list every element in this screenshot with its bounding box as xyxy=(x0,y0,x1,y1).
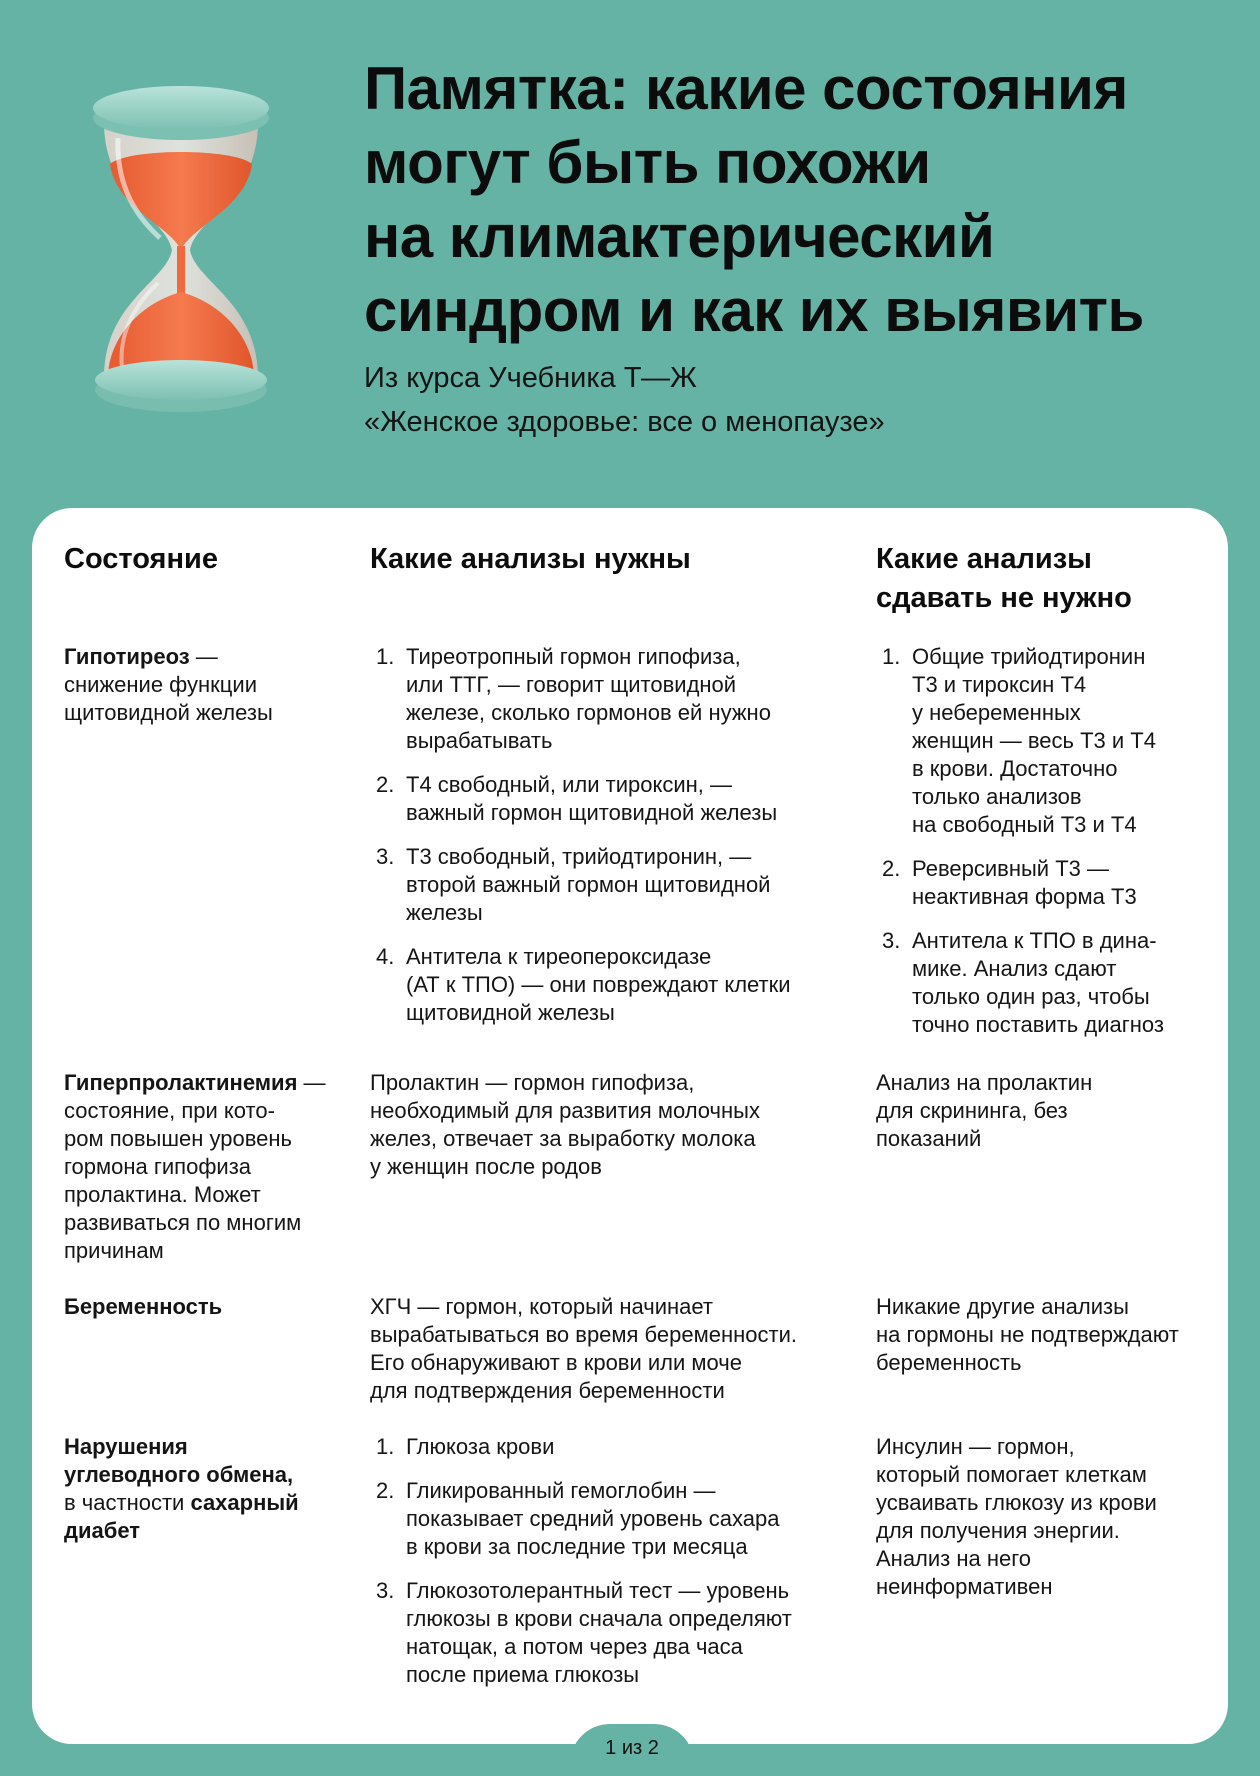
title-line: могут быть похожи xyxy=(364,129,931,196)
condition-name: Гиперпролактинемия xyxy=(64,1070,298,1095)
page-subtitle xyxy=(364,356,1224,444)
condition-desc: пролактина. Может xyxy=(64,1182,261,1207)
list-item: 3. Антитела к ТПО в дина- мике. Анализ сдают только один раз, чтобы точно поставить диагноз xyxy=(882,928,1164,1037)
condition-pregnancy xyxy=(64,1293,354,1321)
condition-desc: развиваться по многим xyxy=(64,1210,302,1235)
list-item: 2. Гликированный гемоглобин — показывает средний уровень сахара в крови за последние три месяца xyxy=(376,1478,780,1559)
not-needed-diabetes: Инсулин — гормон, который помогает клеткам усваивать глюкозу из крови для получения энергии. Анализ на него неинформативен xyxy=(876,1434,1157,1599)
title-line: Памятка: какие состояния xyxy=(364,55,1128,122)
list-item: 3. Глюкозотолерантный тест — уровень глюкозы в крови сначала определяют натощак, а потом через два часа после приема глюкозы xyxy=(376,1578,792,1687)
not-needed-pregnancy: Никакие другие анализы на гормоны не подтверждают беременность xyxy=(876,1294,1179,1375)
condition-name: Нарушения xyxy=(64,1434,188,1459)
condition-desc: — xyxy=(297,1070,326,1095)
list-item: 2. Т4 свободный, или тироксин, — важный гормон щитовидной железы xyxy=(376,772,778,825)
list-item: 1. Общие трийодтиронин Т3 и тироксин Т4 у небеременных женщин — весь Т3 и Т4 в крови. Достаточно только анализов на свободный Т3 и Т4 xyxy=(882,644,1156,837)
condition-desc: ром повышен уровень xyxy=(64,1126,293,1151)
needed-list-diabetes xyxy=(370,1433,860,1705)
title-line: синдром и как их выявить xyxy=(364,277,1144,344)
header-needed: Какие анализы нужны xyxy=(370,543,691,575)
list-item: 4. Антитела к тиреопероксидазе (АТ к ТПО) — они повреждают клетки щитовидной железы xyxy=(376,944,791,1025)
condition-name: сахарный xyxy=(190,1490,299,1515)
needed-list-hypothyroidism xyxy=(370,643,860,1043)
condition-desc: причинам xyxy=(64,1238,164,1263)
header-line: сдавать не нужно xyxy=(876,582,1132,614)
list-item: 1. Тиреотропный гормон гипофиза, или ТТГ, — говорит щитовидной железе, сколько гормонов ей нужно вырабатывать xyxy=(376,644,771,753)
header-line: Какие анализы xyxy=(876,543,1092,575)
condition-name: Беременность xyxy=(64,1294,223,1319)
title-line: на климактерический xyxy=(364,203,995,270)
condition-name: Гипотиреоз xyxy=(64,644,190,669)
list-item: 1. Глюкоза крови xyxy=(376,1434,555,1459)
condition-desc: снижение функции xyxy=(64,672,257,697)
condition-hypothyroidism xyxy=(64,643,354,727)
not-needed-hyperprolactinemia: Анализ на пролактин для скрининга, без показаний xyxy=(876,1070,1093,1151)
condition-desc: в частности xyxy=(64,1490,191,1515)
condition-name: диабет xyxy=(64,1518,141,1543)
header-condition: Состояние xyxy=(64,543,218,575)
condition-desc: гормона гипофиза xyxy=(64,1154,252,1179)
condition-desc: щитовидной железы xyxy=(64,700,273,725)
needed-pregnancy: ХГЧ — гормон, который начинает вырабатываться во время беременности. Его обнаруживают в крови или моче для подтверждения беременности xyxy=(370,1294,797,1403)
list-item: 2. Реверсивный Т3 — неактивная форма Т3 xyxy=(882,856,1137,909)
condition-diabetes xyxy=(64,1433,354,1545)
needed-hyperprolactinemia: Пролактин — гормон гипофиза, необходимый для развития молочных желез, отвечает за выработку молока у женщин после родов xyxy=(370,1070,760,1179)
header-not-needed xyxy=(876,540,1216,618)
not-needed-list-hypothyroidism xyxy=(876,643,1216,1055)
condition-hyperprolactinemia xyxy=(64,1069,354,1265)
page-indicator: 1 из 2 xyxy=(570,1724,694,1776)
hourglass-icon xyxy=(88,78,274,423)
subtitle-line: Из курса Учебника Т—Ж xyxy=(364,362,697,394)
page-title xyxy=(364,52,1224,348)
condition-desc: — xyxy=(189,644,218,669)
list-item: 3. Т3 свободный, трийодтиронин, — второй важный гормон щитовидной железы xyxy=(376,844,771,925)
subtitle-line: «Женское здоровье: все о менопаузе» xyxy=(364,406,885,438)
condition-desc: состояние, при кото- xyxy=(64,1098,275,1123)
condition-name: углеводного обмена, xyxy=(64,1462,294,1487)
